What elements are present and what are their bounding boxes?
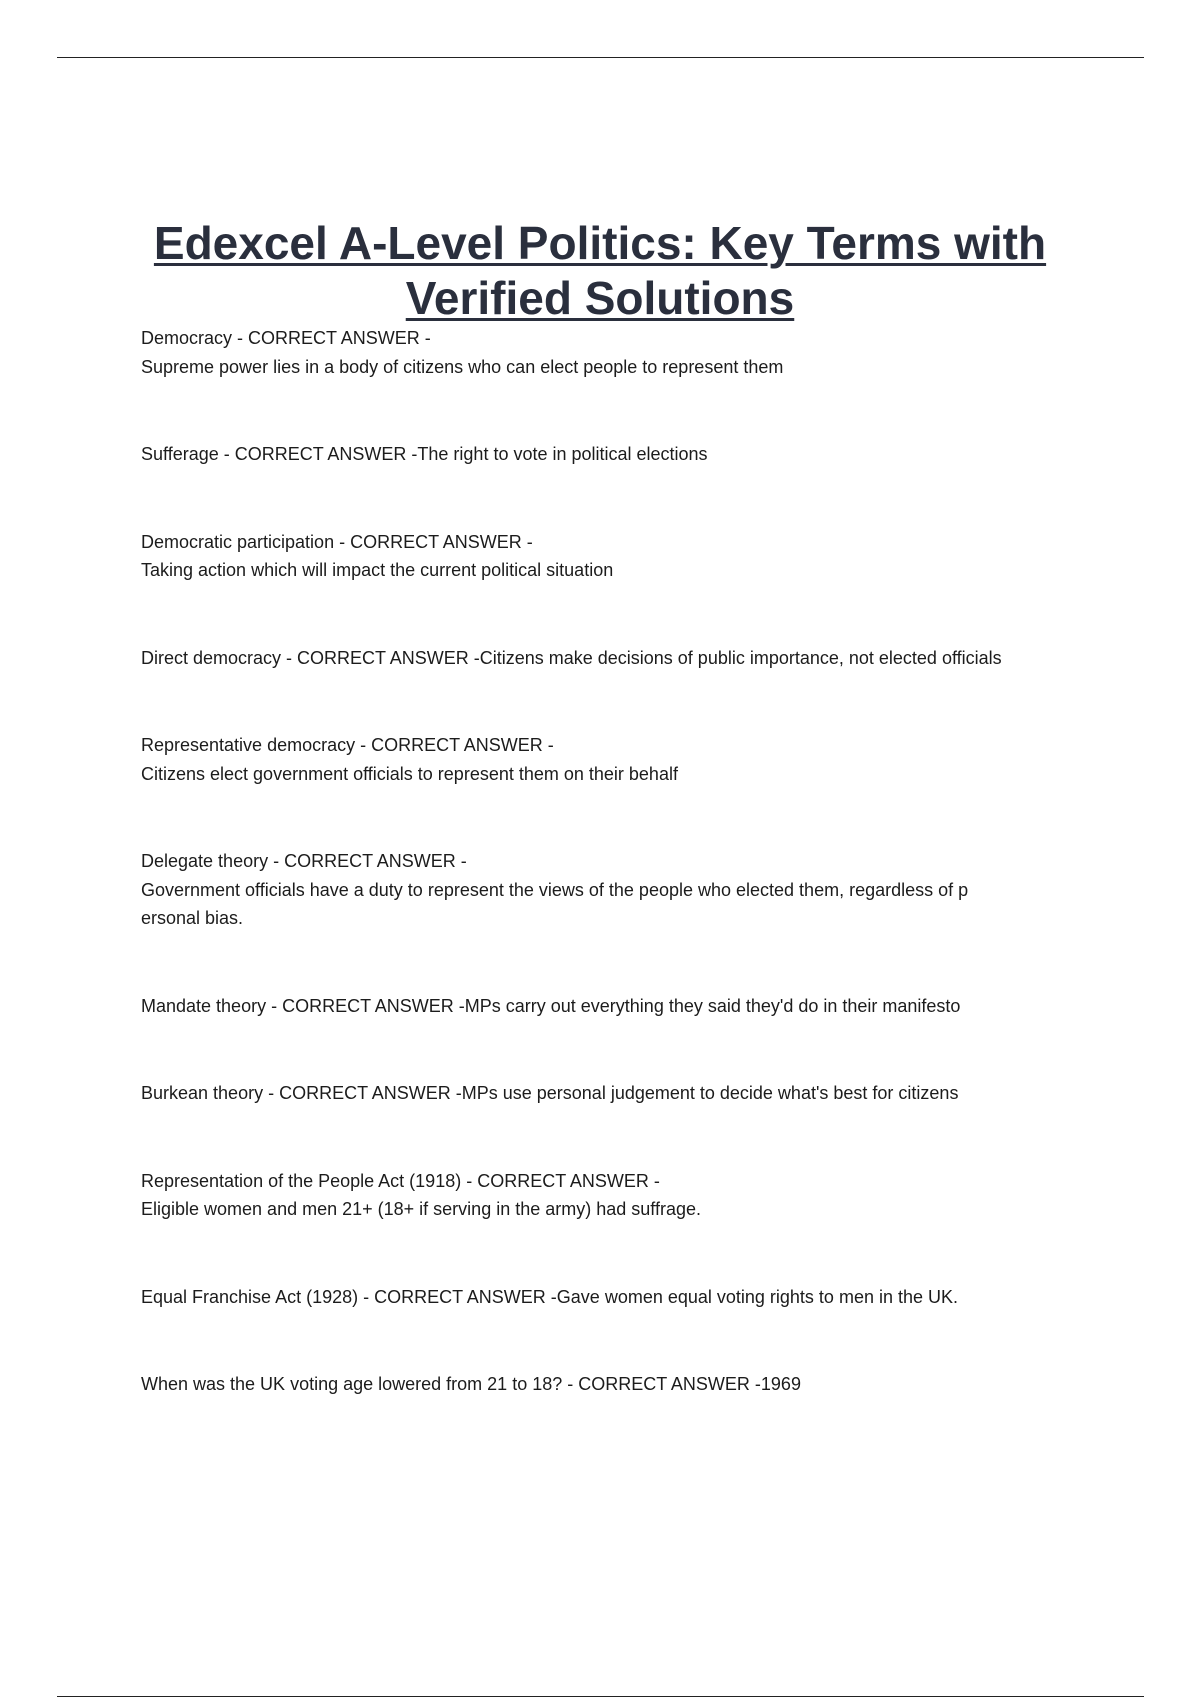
term-definition: Taking action which will impact the current political situation: [141, 560, 614, 580]
term-equal-franchise-act: [141, 1283, 1061, 1312]
term-definition: Citizens elect government officials to represent them on their behalf: [141, 763, 678, 784]
term-definition: Government officials have a duty to represent the views of the people who elected them, regardless of p: [141, 879, 969, 900]
term-definition: Supreme power lies in a body of citizens who can elect people to represent them: [141, 356, 784, 377]
term-democratic-participation: [141, 528, 1061, 585]
term-heading: Representation of the People Act (1918) - CORRECT ANSWER -: [141, 1170, 660, 1191]
term-heading: Sufferage - CORRECT ANSWER -The right to vote in political elections: [141, 444, 708, 464]
term-heading: Mandate theory - CORRECT ANSWER -MPs carry out everything they said they'd do in their manifesto: [141, 995, 961, 1016]
term-heading: Representative democracy - CORRECT ANSWER -: [141, 735, 554, 755]
term-democracy: [141, 324, 1061, 381]
term-representative-democracy: [141, 731, 1061, 788]
term-heading: Burkean theory - CORRECT ANSWER -MPs use personal judgement to decide what's best for citizens: [141, 1083, 959, 1103]
title-line-2: Verified Solutions: [405, 272, 795, 324]
term-heading: When was the UK voting age lowered from 21 to 18? - CORRECT ANSWER -1969: [141, 1374, 801, 1394]
term-representation-of-the-people-act: [141, 1167, 1061, 1224]
term-heading: Equal Franchise Act (1928) - CORRECT ANSWER -Gave women equal voting rights to men in the UK.: [141, 1286, 959, 1307]
terms-list: [141, 324, 1061, 1458]
title-line-1: Edexcel A-Level Politics: Key Terms with: [153, 217, 1047, 269]
term-voting-age: [141, 1370, 1061, 1399]
bottom-divider: [57, 1696, 1144, 1697]
term-definition-continued: ersonal bias.: [141, 908, 244, 928]
top-divider: [57, 57, 1144, 58]
term-heading: Democracy - CORRECT ANSWER -: [141, 328, 431, 348]
term-heading: Democratic participation - CORRECT ANSWER -: [141, 531, 533, 552]
term-heading: Delegate theory - CORRECT ANSWER -: [141, 851, 467, 871]
term-mandate-theory: [141, 992, 1061, 1021]
term-heading: Direct democracy - CORRECT ANSWER -Citizens make decisions of public importance, not elected officials: [141, 647, 1002, 668]
term-delegate-theory: [141, 847, 1061, 933]
term-direct-democracy: [141, 644, 1061, 673]
term-definition: Eligible women and men 21+ (18+ if serving in the army) had suffrage.: [141, 1199, 701, 1219]
term-burkean-theory: [141, 1079, 1061, 1108]
term-sufferage: [141, 440, 1061, 469]
document-title: [100, 216, 1100, 326]
